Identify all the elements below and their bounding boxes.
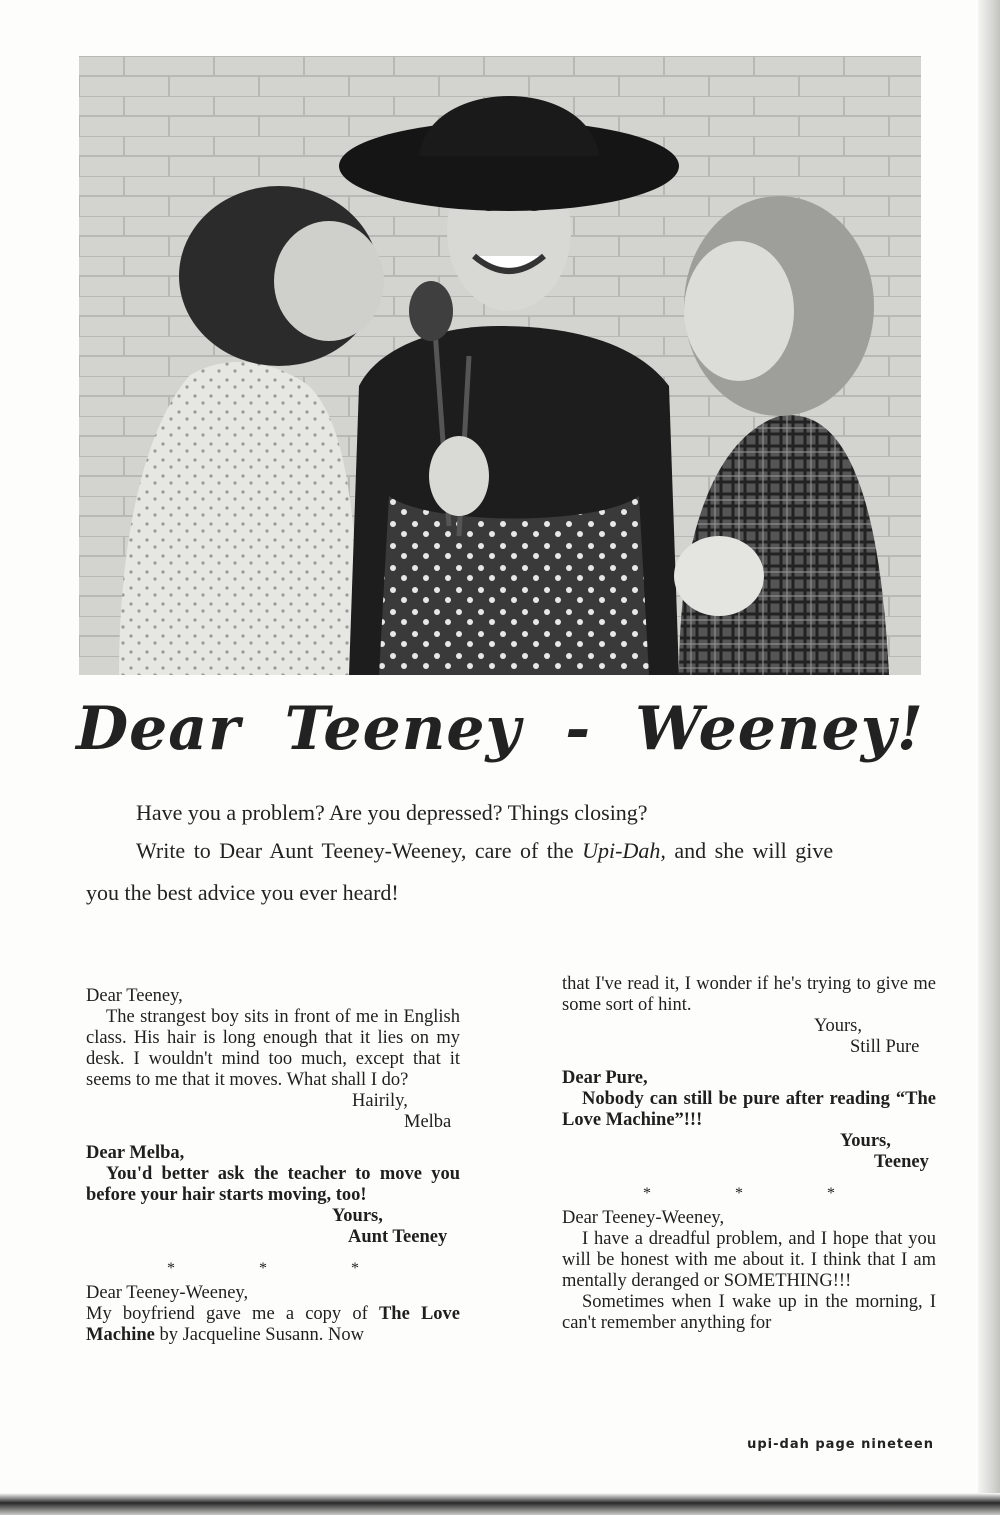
- letter-salutation: Dear Teeney-Weeney,: [86, 1283, 249, 1303]
- page-footer: upi-dah page nineteen: [747, 1437, 934, 1452]
- reply-salutation: Dear Melba,: [86, 1143, 185, 1163]
- letter-signoff: Yours,: [814, 1016, 862, 1036]
- reply-signoff: Yours,: [332, 1206, 383, 1226]
- letter-text: My boyfriend gave me a copy of: [86, 1304, 379, 1324]
- page-title: Dear Teeney - Weeney!: [76, 694, 924, 764]
- intro-line-1: [86, 800, 986, 826]
- intro-text: Write to Dear Aunt Teeney-Weeney, care of the: [136, 838, 583, 863]
- intro-line-2: [86, 838, 986, 864]
- section-divider: * * *: [643, 1185, 875, 1202]
- letter-body: I have a dreadful problem, and I hope that you will be honest with me about it. I think that I am mentally deranged or SOMETHING!!!: [562, 1229, 936, 1291]
- reply-salutation: Dear Pure,: [562, 1068, 648, 1088]
- photo-illustration: [79, 56, 921, 675]
- section-divider: * * *: [167, 1260, 399, 1277]
- letter-body: [86, 1304, 460, 1346]
- book-title: The Love Machine: [86, 1304, 460, 1345]
- letter-signature: Still Pure: [850, 1037, 920, 1057]
- intro-line-3: [86, 880, 936, 906]
- column-right: [562, 974, 936, 1334]
- reply-body: You'd better ask the teacher to move you before your hair starts moving, too!: [86, 1164, 460, 1205]
- reply-signature: Teeney: [874, 1152, 929, 1172]
- letter-salutation: Dear Teeney-Weeney,: [562, 1208, 725, 1228]
- reply-body: Nobody can still be pure after reading “The Love Machine”!!!: [562, 1089, 936, 1130]
- letter-salutation: Dear Teeney,: [86, 986, 183, 1006]
- publication-name: Upi-Dah,: [582, 838, 666, 863]
- letter-body-continued: that I've read it, I wonder if he's trying to give me some sort of hint.: [562, 974, 936, 1015]
- feature-photo: [79, 56, 921, 675]
- intro-text: and she will give: [665, 838, 834, 863]
- page-edge-bottom: [0, 1493, 1000, 1515]
- intro-text: Have you a problem? Are you depressed? Things closing?: [136, 800, 648, 825]
- intro-text: you the best advice you ever heard!: [86, 880, 399, 905]
- reply-signature: Aunt Teeney: [348, 1227, 448, 1247]
- letter-signoff: Hairily,: [352, 1091, 408, 1111]
- letter-body: Sometimes when I wake up in the morning, I can't remember anything for: [562, 1292, 936, 1333]
- letter-body: The strangest boy sits in front of me in English class. His hair is long enough that it lies on my desk. I wouldn't mind too much, except that it seems to me that it moves. What shall I do?: [86, 1007, 460, 1090]
- reply-signoff: Yours,: [840, 1131, 891, 1151]
- column-left: [86, 986, 460, 1346]
- letter-text: by Jacqueline Susann. Now: [154, 1325, 364, 1345]
- letter-signature: Melba: [404, 1112, 452, 1132]
